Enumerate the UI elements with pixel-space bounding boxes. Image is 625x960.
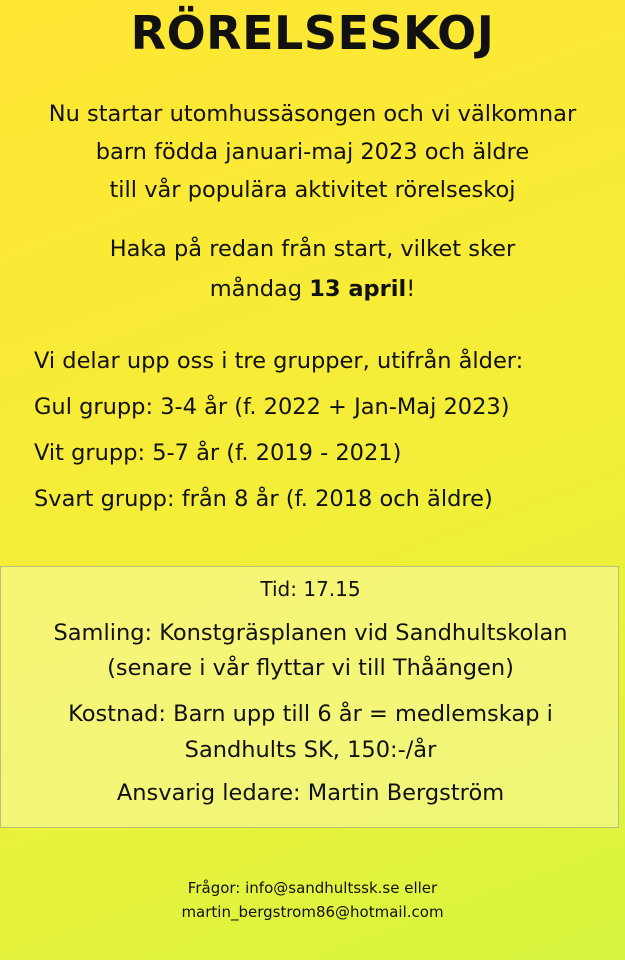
group-item: Gul grupp: 3-4 år (f. 2022 + Jan-Maj 2023) bbox=[34, 394, 510, 420]
groups-section bbox=[34, 338, 619, 522]
time-text: Tid: 17.15 bbox=[260, 577, 361, 601]
info-box bbox=[0, 566, 619, 828]
cost-text-continued: Sandhults SK, 150:-/år bbox=[184, 737, 437, 763]
start-date-suffix: ! bbox=[406, 276, 416, 302]
contact-email: martin_bergstrom86@hotmail.com bbox=[181, 903, 444, 921]
contact-line: Frågor: info@sandhultssk.se eller bbox=[187, 879, 438, 897]
groups-heading: Vi delar upp oss i tre grupper, utifrån ålder: bbox=[34, 348, 524, 374]
start-date: 13 april bbox=[309, 276, 407, 302]
intro-text bbox=[0, 95, 625, 209]
page-title: RÖRELSESKOJ bbox=[130, 6, 495, 60]
group-item: Vit grupp: 5-7 år (f. 2019 - 2021) bbox=[34, 440, 402, 466]
leader-text: Ansvarig ledare: Martin Bergström bbox=[116, 780, 505, 806]
intro-line: till vår populära aktivitet rörelseskoj bbox=[109, 177, 516, 203]
start-announcement bbox=[0, 229, 625, 309]
gathering-note: (senare i vår flyttar vi till Thåängen) bbox=[107, 655, 514, 681]
gathering-text: Samling: Konstgräsplanen vid Sandhultskolan bbox=[53, 620, 568, 646]
cost-text: Kostnad: Barn upp till 6 år = medlemskap i bbox=[68, 701, 553, 727]
start-line: Haka på redan från start, vilket sker bbox=[109, 236, 516, 262]
contact-info bbox=[0, 876, 625, 924]
start-date-prefix: måndag bbox=[209, 276, 310, 302]
start-date-line bbox=[0, 269, 625, 309]
group-item: Svart grupp: från 8 år (f. 2018 och äldre) bbox=[34, 486, 493, 512]
intro-line: barn födda januari-maj 2023 och äldre bbox=[95, 139, 530, 165]
intro-line: Nu startar utomhussäsongen och vi välkomnar bbox=[48, 101, 577, 127]
